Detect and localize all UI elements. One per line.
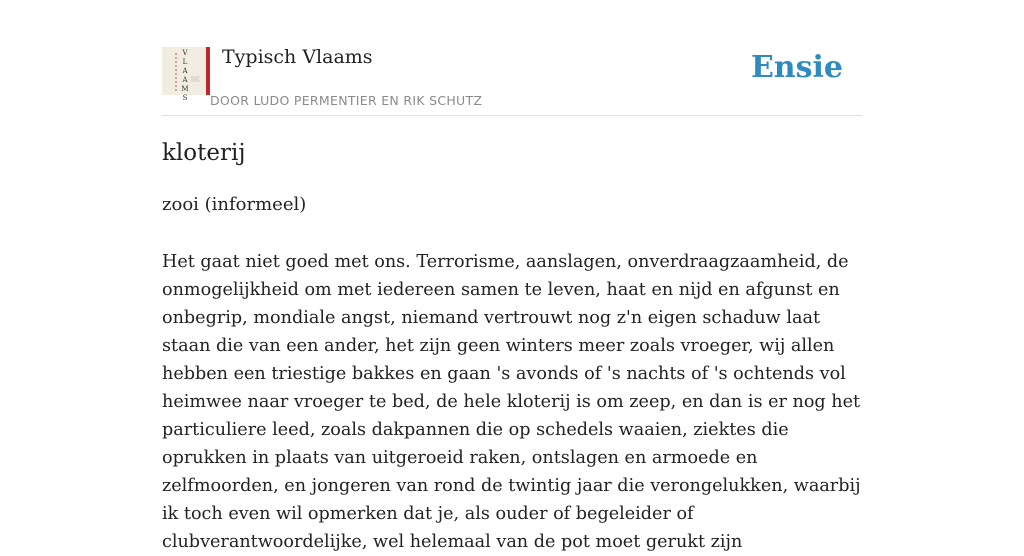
header-divider <box>162 115 862 116</box>
entry-example: Het gaat niet goed met ons. Terrorisme, aanslagen, onverdraagzaamheid, de onmogelijkheid om met iedereen samen te leven, haat en nijd en afgunst en onbegrip, mondiale angst, niemand vertrouwt nog z'n eigen schaduw laat staan die van een ander, het zijn geen winters meer zoals vroeger, wij allen hebben een triestige bakkes en gaan 's avonds of 's nachts of 's ochtends vol heimwee naar vroeger te bed, de hele kloterij is om zeep, en dan is er nog het particuliere leed, zoals dakpannen die op schedels waaien, ziektes die oprukken in plaats van uitgeroeid raken, ontslagen en armoede en zelfmoorden, en jongeren van rond de twintig jaar die verongelukken, waarbij ik toch even wil opmerken dat je, als ouder of begeleider of clubverantwoordelijke, wel helemaal van de pot moet gerukt zijn <box>162 252 861 552</box>
source-header <box>162 40 862 115</box>
svg-text:L: L <box>182 58 188 66</box>
ensie-logo[interactable]: Ensie <box>750 50 843 85</box>
source-name[interactable]: Typisch Vlaams <box>222 46 373 68</box>
entry-definition: zooi (informeel) <box>162 194 307 215</box>
source-authors: DOOR LUDO PERMENTIER EN RIK SCHUTZ <box>210 93 483 108</box>
svg-text:V: V <box>182 49 188 57</box>
book-cover-icon <box>162 47 210 102</box>
entry-headword: kloterij <box>162 140 246 166</box>
svg-text:A: A <box>182 76 188 84</box>
svg-text:A: A <box>182 67 188 75</box>
svg-text:S: S <box>182 94 188 102</box>
source-logo[interactable] <box>162 47 210 102</box>
svg-text:M: M <box>181 85 189 93</box>
